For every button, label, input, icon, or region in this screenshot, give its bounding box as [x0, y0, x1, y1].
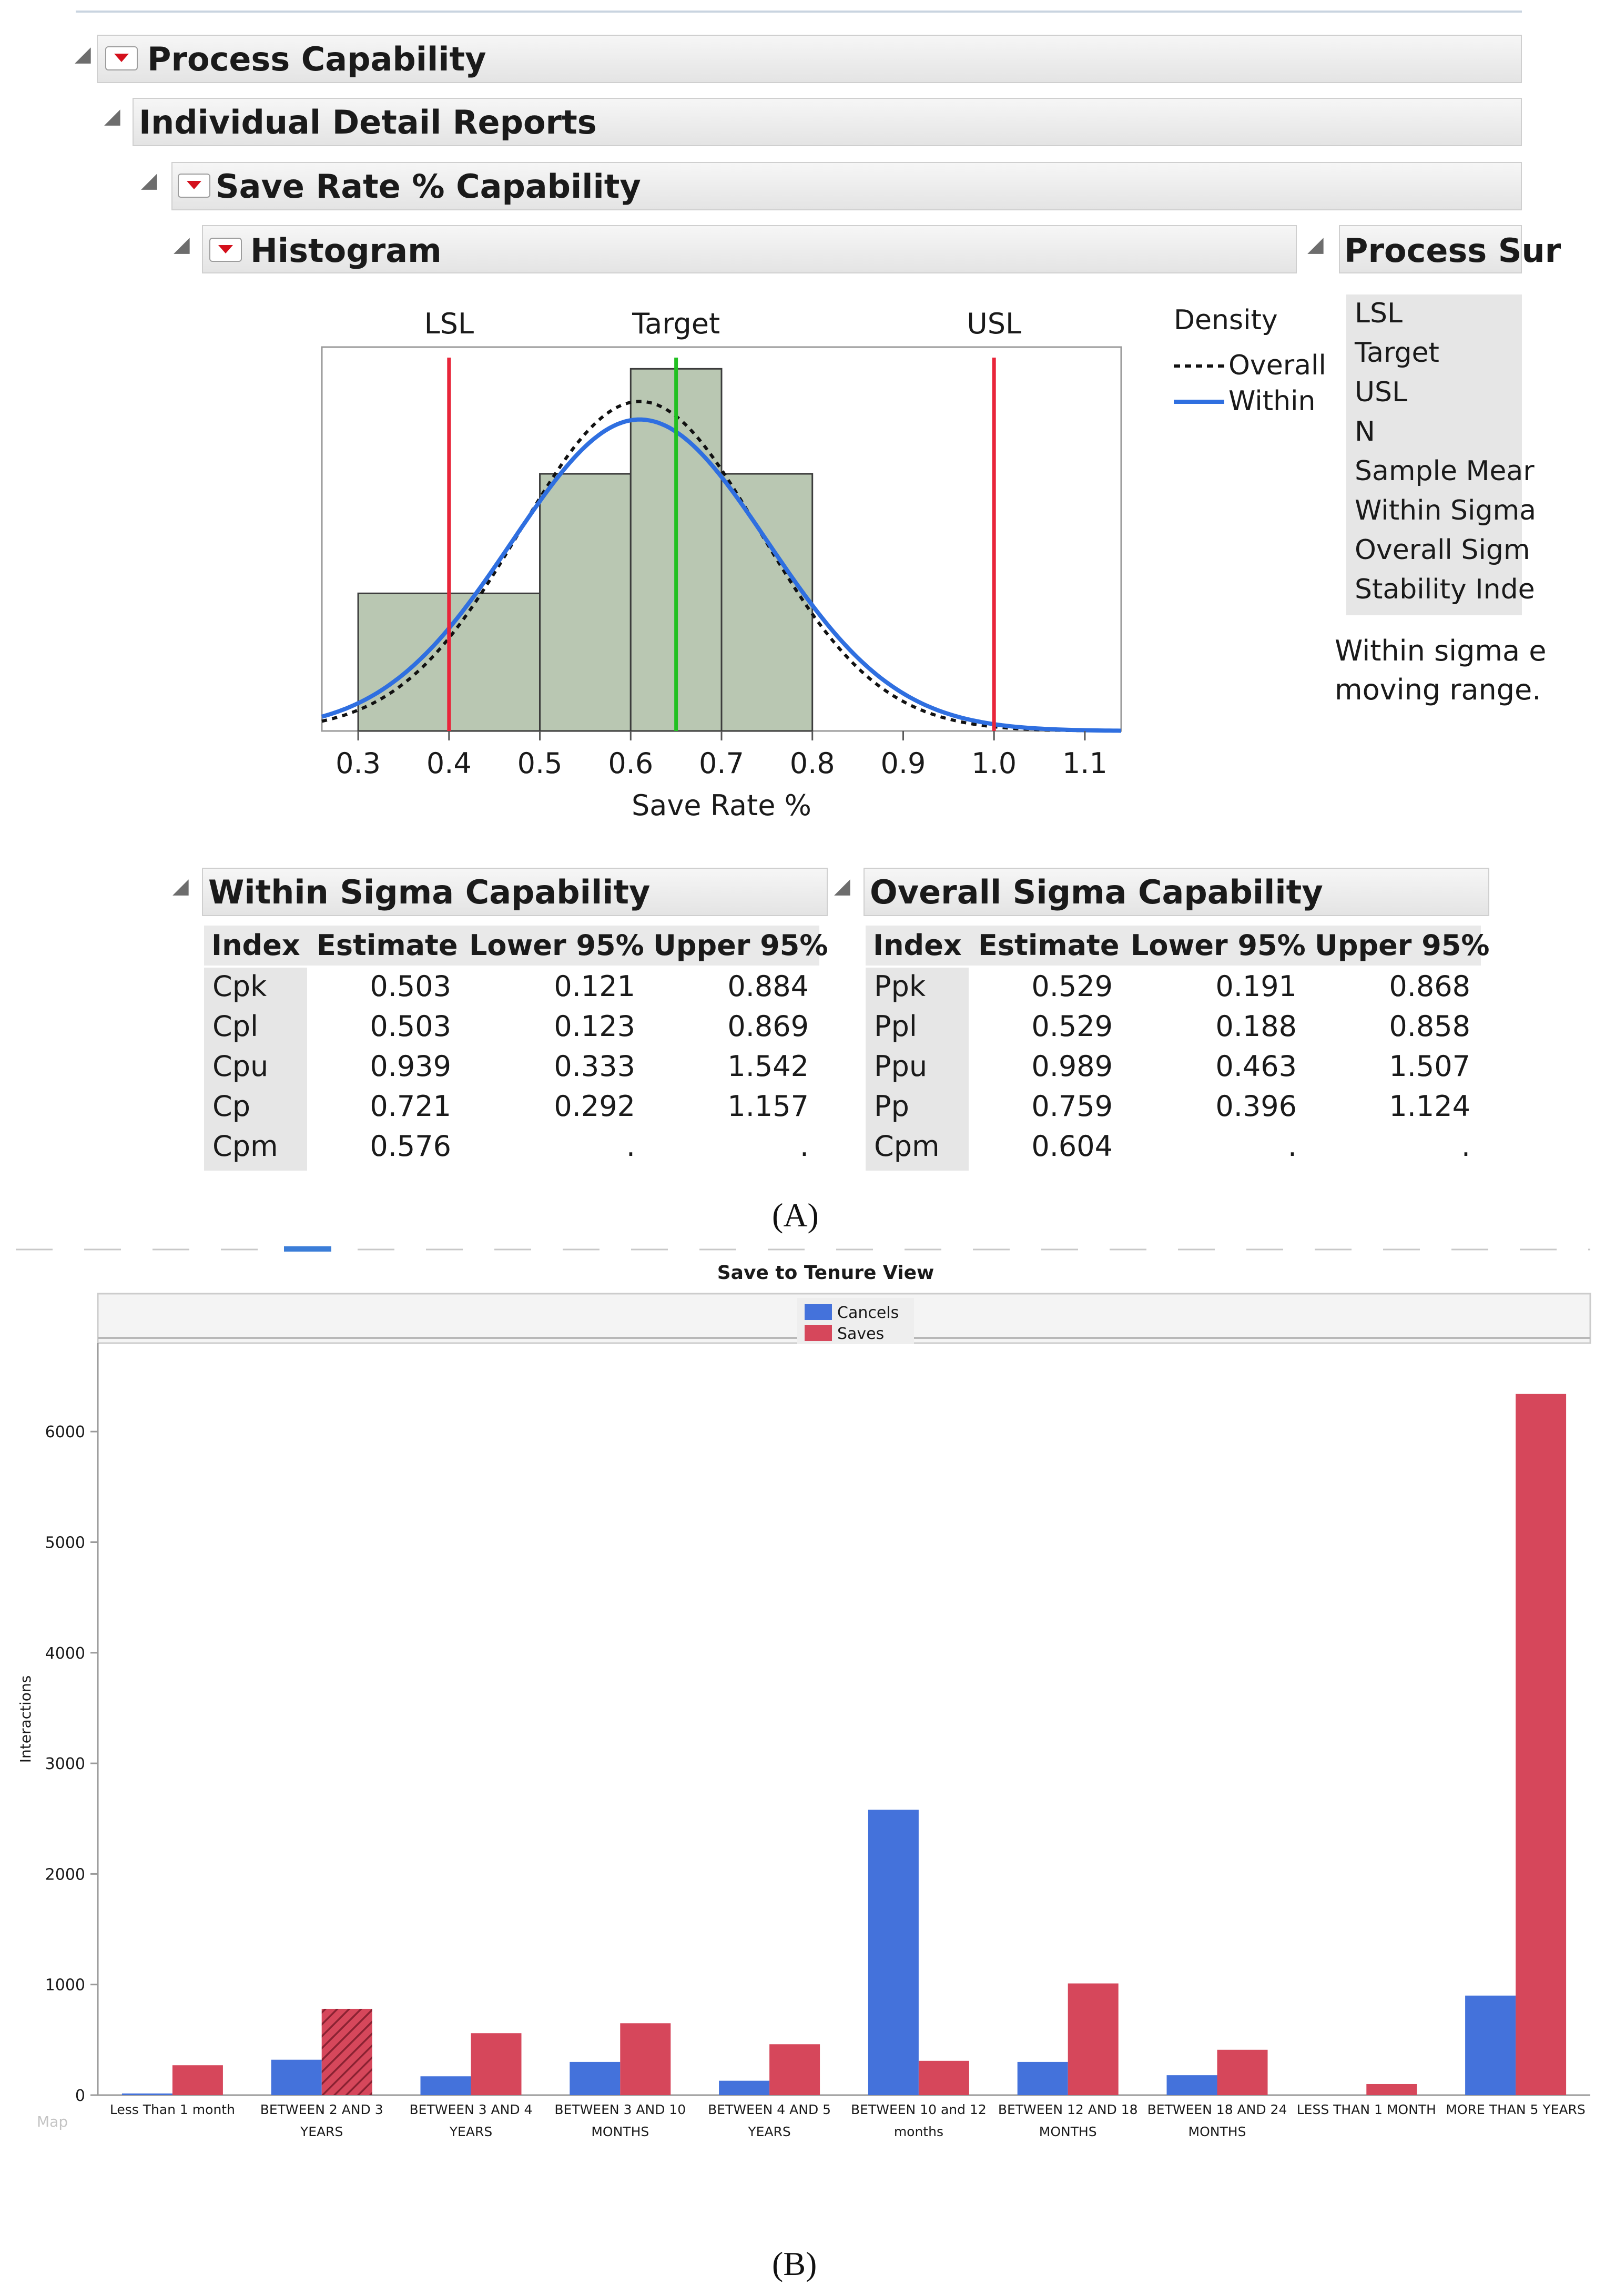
within-sigma-capability-title: Within Sigma Capability: [208, 873, 651, 911]
overall_sigma-cell-estimate: 0.759: [1031, 1090, 1113, 1123]
within_sigma-cell-lower: .: [626, 1130, 635, 1163]
process-summary-row-label: Within Sigma: [1355, 495, 1536, 526]
collapse-triangle-icon[interactable]: ◢: [174, 232, 190, 257]
within_sigma-cell-estimate: 0.503: [370, 1010, 451, 1043]
x-tick-label: 0.3: [336, 747, 381, 780]
within_sigma-cell-upper: 0.869: [727, 1010, 809, 1043]
y-axis-label: Interactions: [17, 1675, 34, 1763]
process-summary-row-label: Sample Mear: [1355, 455, 1535, 487]
process-summary-row-label: Overall Sigm: [1355, 534, 1530, 566]
collapse-triangle-icon[interactable]: ◢: [104, 104, 120, 128]
histogram-chart: [207, 294, 1326, 852]
individual-detail-reports-title: Individual Detail Reports: [139, 103, 597, 141]
overall_sigma-column-header: Upper 95%: [1315, 929, 1490, 962]
within_sigma-column-header: Lower 95%: [469, 929, 644, 962]
saves-bar: [1366, 2084, 1417, 2095]
overall_sigma-column-header: Index: [873, 929, 962, 962]
within_sigma-cell-upper: 1.542: [727, 1050, 809, 1083]
within_sigma-cell-upper: 0.884: [727, 970, 809, 1003]
y-tick-label: 2000: [45, 1865, 85, 1884]
x-tick-label: 0.5: [517, 747, 563, 780]
x-category-label: BETWEEN 10 and 12: [851, 2102, 987, 2117]
y-tick-label: 3000: [45, 1755, 85, 1774]
overall_sigma-cell-lower: 0.396: [1215, 1090, 1297, 1123]
process-summary-note-line2: moving range.: [1335, 673, 1541, 706]
x-tick-label: 1.0: [971, 747, 1017, 780]
within_sigma-row-index: Cpl: [212, 1010, 258, 1043]
overall_sigma-cell-upper: 1.124: [1389, 1090, 1470, 1123]
overall_sigma-cell-upper: .: [1461, 1130, 1470, 1163]
within_sigma-cell-lower: 0.292: [554, 1090, 635, 1123]
within_sigma-row-index: Cp: [212, 1090, 250, 1123]
cancels-bar: [271, 2060, 322, 2095]
legend-entry: Overall: [1228, 350, 1326, 381]
save-to-tenure-chart: [16, 1246, 1590, 2235]
overall_sigma-cell-upper: 0.858: [1389, 1010, 1470, 1043]
top-border: [76, 11, 1522, 13]
within_sigma-cell-upper: 1.157: [727, 1090, 809, 1123]
within_sigma-cell-lower: 0.121: [554, 970, 635, 1003]
overall_sigma-row-index: Ppl: [874, 1010, 917, 1043]
overall_sigma-cell-estimate: 0.604: [1031, 1130, 1113, 1163]
process-capability-report: [75, 0, 1561, 1181]
process-summary-row-label: Stability Inde: [1355, 574, 1535, 605]
within_sigma-row-index: Cpm: [212, 1130, 278, 1163]
within_sigma-cell-estimate: 0.503: [370, 970, 451, 1003]
target-spec-label: Target: [632, 307, 720, 340]
saves-bar: [1516, 1394, 1566, 2095]
process-summary-row-label: N: [1355, 416, 1375, 448]
saves-bar: [919, 2061, 969, 2095]
x-tick-label: 0.9: [880, 747, 926, 780]
x-category-label: Less Than 1 month: [109, 2102, 235, 2117]
overall_sigma-cell-upper: 1.507: [1389, 1050, 1470, 1083]
x-category-label: LESS THAN 1 MONTH: [1296, 2102, 1436, 2117]
saves-bar: [322, 2009, 372, 2095]
within_sigma-column-header: Upper 95%: [653, 929, 828, 962]
overall_sigma-cell-estimate: 0.529: [1031, 970, 1113, 1003]
legend-entry: Saves: [837, 1325, 885, 1343]
process-capability-title: Process Capability: [147, 40, 486, 78]
toolbar-indicator: [284, 1246, 331, 1252]
overall_sigma-cell-lower: 0.188: [1215, 1010, 1297, 1043]
collapse-triangle-icon[interactable]: ◢: [834, 874, 850, 898]
overall-sigma-capability-title: Overall Sigma Capability: [870, 873, 1323, 911]
map-label[interactable]: Map: [37, 2113, 68, 2130]
cancels-bar: [421, 2076, 471, 2095]
overall_sigma-cell-upper: 0.868: [1389, 970, 1470, 1003]
save-to-tenure-panel: [16, 1246, 1590, 2235]
saves-bar: [620, 2023, 671, 2095]
x-tick-label: 0.4: [426, 747, 472, 780]
overall_sigma-row-index: Ppu: [874, 1050, 928, 1083]
process-summary-row-label: LSL: [1355, 298, 1403, 329]
legend-entry: Cancels: [837, 1304, 899, 1322]
caption-b: (B): [772, 2245, 817, 2282]
x-category-label: MONTHS: [1039, 2124, 1097, 2139]
overall_sigma-row-index: Pp: [874, 1090, 909, 1123]
cancels-bar: [1018, 2062, 1068, 2095]
overall_sigma-cell-estimate: 0.529: [1031, 1010, 1113, 1043]
x-category-label: BETWEEN 4 AND 5: [708, 2102, 831, 2117]
x-category-label: BETWEEN 18 AND 24: [1147, 2102, 1287, 2117]
overall_sigma-cell-estimate: 0.989: [1031, 1050, 1113, 1083]
save-rate-capability-title: Save Rate % Capability: [216, 167, 641, 206]
process-summary-row-label: USL: [1355, 377, 1408, 408]
x-category-label: YEARS: [748, 2124, 791, 2139]
cancels-bar: [570, 2062, 620, 2095]
overall_sigma-cell-lower: 0.463: [1215, 1050, 1297, 1083]
histogram-bin: [540, 474, 631, 731]
y-tick-label: 1000: [45, 1976, 85, 1995]
collapse-triangle-icon[interactable]: ◢: [75, 42, 91, 66]
x-tick-label: 1.1: [1062, 747, 1108, 780]
x-tick-label: 0.8: [789, 747, 835, 780]
x-category-label: YEARS: [449, 2124, 493, 2139]
red-menu-icon[interactable]: [209, 238, 242, 262]
x-axis-label: Save Rate %: [631, 789, 812, 822]
y-tick-label: 0: [75, 2087, 85, 2105]
legend-title: Density: [1174, 304, 1278, 336]
overall_sigma-column-header: Lower 95%: [1131, 929, 1306, 962]
within_sigma-column-header: Index: [211, 929, 300, 962]
legend-swatch: [805, 1325, 832, 1341]
process-summary-title: Process Sur: [1344, 231, 1561, 270]
histogram-title: Histogram: [250, 231, 442, 270]
cancels-bar: [122, 2094, 172, 2095]
usl-spec-label: USL: [967, 307, 1022, 340]
red-menu-icon[interactable]: [178, 174, 210, 198]
within_sigma-column-header: Estimate: [317, 929, 458, 962]
overall_sigma-cell-lower: .: [1287, 1130, 1297, 1163]
x-category-label: MONTHS: [591, 2124, 649, 2139]
within_sigma-cell-lower: 0.333: [554, 1050, 635, 1083]
within_sigma-cell-estimate: 0.721: [370, 1090, 451, 1123]
y-tick-label: 5000: [45, 1533, 85, 1552]
y-tick-label: 6000: [45, 1423, 85, 1442]
x-category-label: MONTHS: [1188, 2124, 1246, 2139]
legend-entry: Within: [1228, 385, 1316, 417]
x-category-label: BETWEEN 2 AND 3: [260, 2102, 383, 2117]
x-tick-label: 0.7: [699, 747, 744, 780]
caption-a: (A): [772, 1196, 819, 1234]
process-summary-row-label: Target: [1355, 337, 1439, 369]
within_sigma-cell-lower: 0.123: [554, 1010, 635, 1043]
within_sigma-row-index: Cpk: [212, 970, 267, 1003]
saves-bar: [1217, 2050, 1268, 2095]
x-category-label: BETWEEN 3 AND 10: [554, 2102, 686, 2117]
cancels-bar: [1465, 1996, 1516, 2095]
saves-bar: [172, 2065, 223, 2095]
lsl-spec-label: LSL: [424, 307, 474, 340]
cancels-bar: [719, 2081, 769, 2095]
x-tick-label: 0.6: [608, 747, 654, 780]
collapse-triangle-icon[interactable]: ◢: [1307, 232, 1324, 257]
within_sigma-cell-upper: .: [799, 1130, 809, 1163]
x-category-label: MORE THAN 5 YEARS: [1446, 2102, 1586, 2117]
overall_sigma-row-index: Ppk: [874, 970, 926, 1003]
y-tick-label: 4000: [45, 1644, 85, 1663]
red-menu-icon[interactable]: [105, 46, 138, 70]
overall_sigma-cell-lower: 0.191: [1215, 970, 1297, 1003]
process-summary-note-line1: Within sigma e: [1335, 634, 1547, 667]
collapse-triangle-icon[interactable]: ◢: [141, 168, 157, 192]
saves-bar: [1068, 1984, 1119, 2095]
within_sigma-cell-estimate: 0.576: [370, 1130, 451, 1163]
cancels-bar: [868, 1810, 919, 2095]
within_sigma-row-index: Cpu: [212, 1050, 269, 1083]
x-category-label: BETWEEN 3 AND 4: [409, 2102, 533, 2117]
saves-bar: [471, 2033, 522, 2095]
x-category-label: months: [893, 2124, 943, 2139]
x-category-label: YEARS: [300, 2124, 343, 2139]
within_sigma-cell-estimate: 0.939: [370, 1050, 451, 1083]
legend-swatch: [805, 1304, 832, 1320]
collapse-triangle-icon[interactable]: ◢: [172, 874, 189, 898]
overall_sigma-column-header: Estimate: [978, 929, 1120, 962]
x-category-label: BETWEEN 12 AND 18: [998, 2102, 1138, 2117]
chart-title: Save to Tenure View: [717, 1262, 934, 1284]
overall_sigma-row-index: Cpm: [874, 1130, 940, 1163]
saves-bar: [769, 2044, 820, 2095]
histogram-bin: [722, 474, 812, 731]
cancels-bar: [1167, 2075, 1217, 2095]
